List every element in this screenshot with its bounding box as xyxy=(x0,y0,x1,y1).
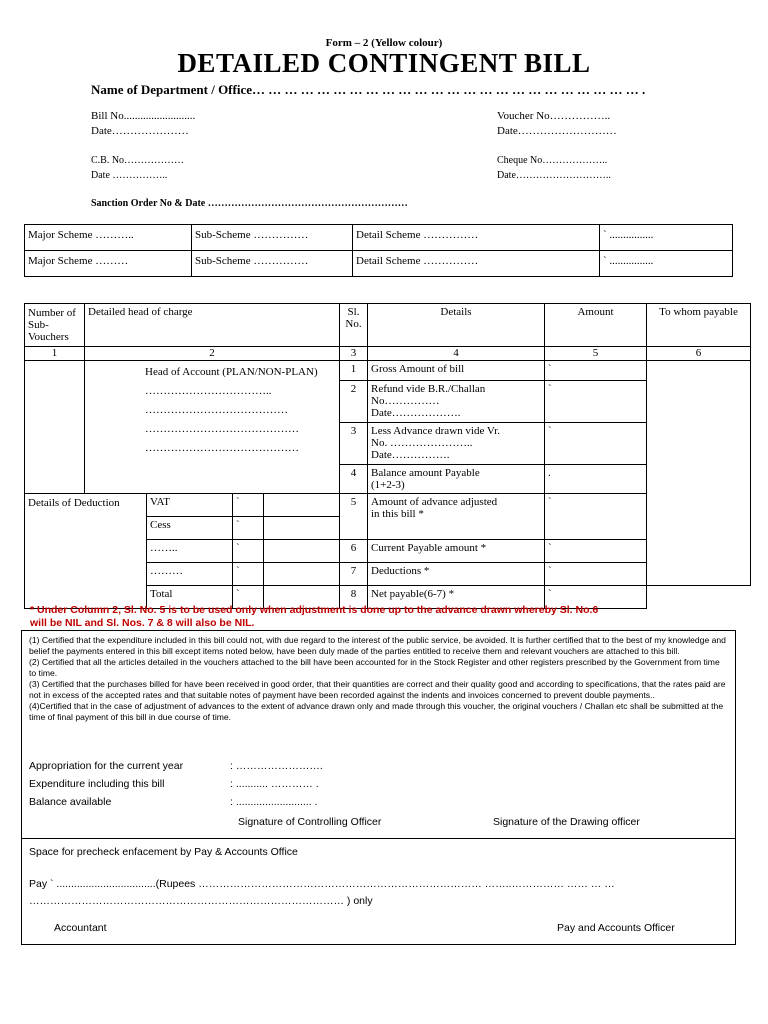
amount-cell[interactable]: ` xyxy=(545,494,647,540)
deduction-amount-cell[interactable] xyxy=(233,563,340,586)
major-scheme-cell[interactable]: Major Scheme ……… xyxy=(25,251,192,277)
department-field[interactable]: Name of Department / Office… … … … … … … … … … … … … … … … … … … … … … … … . xyxy=(91,82,646,97)
voucher-no-field[interactable]: Voucher No…………….. xyxy=(497,110,611,122)
amount-cell[interactable]: ` xyxy=(545,563,647,586)
bill-date-field[interactable]: Date………………… xyxy=(91,125,189,137)
amount-cell[interactable]: ` xyxy=(545,423,647,465)
deduction-amount-cell[interactable] xyxy=(233,540,340,563)
head-of-account-cell[interactable] xyxy=(85,361,340,494)
detail-line[interactable]: No. ………………….. xyxy=(371,437,473,449)
certificate-1: (1) Certified that the expenditure included in this bill could not, with due regard to the interest of the public service, be avoided. It is further certified that to the best of my knowledge and belief the payments entered in this bill except items noted below, have been duly made of the parties entitled to receive them and relevant vouchers are attached to this bill. xyxy=(29,635,726,656)
header-details: Details xyxy=(368,304,545,347)
sanction-order-field[interactable]: Sanction Order No & Date …………………………………………………… xyxy=(91,198,408,209)
col-number: 5 xyxy=(545,347,647,361)
header-sl-no: Sl. No. xyxy=(340,304,368,347)
deduction-subcells xyxy=(233,494,339,516)
deduction-amt[interactable]: ` xyxy=(233,540,264,562)
deduction-subcells xyxy=(233,563,339,585)
deduction-name-cell: Total xyxy=(147,586,233,609)
header-amount: Amount xyxy=(545,304,647,347)
certification-box xyxy=(21,630,736,839)
sub-scheme-cell[interactable]: Sub-Scheme …………… xyxy=(192,225,353,251)
detail-line: Deductions * xyxy=(371,565,430,577)
sl-no-cell: 1 xyxy=(340,361,368,381)
dotted-line[interactable]: ………………………………… xyxy=(145,404,288,416)
detail-line: Current Payable amount * xyxy=(371,542,487,554)
col-number: 1 xyxy=(25,347,85,361)
note-line: will be NIL and Sl. Nos. 7 & 8 will also be NIL. xyxy=(30,617,255,629)
detail-line: Amount of advance adjusted xyxy=(371,496,498,508)
detail-line: Net payable(6-7) * xyxy=(371,588,455,600)
header-to-whom-payable: To whom payable xyxy=(647,304,751,347)
detail-cell xyxy=(368,361,545,381)
header-num-sub-vouchers: Number of Sub-Vouchers xyxy=(25,304,85,347)
amount-cell[interactable]: . xyxy=(545,465,647,494)
dotted-line[interactable]: …………………………………… xyxy=(145,423,299,435)
pao-label: Pay and Accounts Officer xyxy=(557,922,675,934)
accountant-label: Accountant xyxy=(54,922,107,934)
deduction-name-cell: VAT xyxy=(147,494,233,517)
scheme-table xyxy=(24,224,733,277)
deduction-amt-extra[interactable] xyxy=(264,517,340,539)
sl-no-cell: 6 xyxy=(340,540,368,563)
detail-line: Refund vide B.R./Challan xyxy=(371,383,486,395)
detail-line: in this bill * xyxy=(371,508,424,520)
balance-value[interactable]: : .......................... . xyxy=(230,796,318,808)
detail-cell xyxy=(368,423,545,465)
certificate-2: (2) Certified that all the articles detailed in the vouchers attached to the bill have been accounted for in the Stock Register and other registers prescribed by the Government from time to time. xyxy=(29,657,720,678)
deduction-label-cell: Details of Deduction xyxy=(25,494,147,609)
dotted-line[interactable]: …………………………………… xyxy=(145,442,299,454)
to-whom-payable-cell[interactable] xyxy=(647,361,751,586)
scheme-amount-cell[interactable]: ` ................ xyxy=(600,251,733,277)
deduction-subcells xyxy=(233,517,339,539)
detail-line[interactable]: No…………… xyxy=(371,395,440,407)
header-head-of-charge: Detailed head of charge xyxy=(85,304,340,347)
deduction-amt[interactable]: ` xyxy=(233,563,264,585)
detail-cell xyxy=(368,465,545,494)
balance-label: Balance available xyxy=(29,796,112,808)
detail-cell xyxy=(368,381,545,423)
note-line: * Under Column 2, Sl. No. 5 is to be used only when adjustment is done up to the advance drawn whereby Sl. No.6 xyxy=(30,604,599,616)
detail-cell xyxy=(368,540,545,563)
deduction-name-cell[interactable]: …….. xyxy=(147,540,233,563)
detail-cell xyxy=(368,494,545,540)
sl-no-cell: 7 xyxy=(340,563,368,586)
page-title: DETAILED CONTINGENT BILL xyxy=(177,48,591,78)
deduction-amt[interactable]: ` xyxy=(233,494,264,516)
expenditure-value[interactable]: : ........... ………… . xyxy=(230,778,319,790)
deduction-amt-extra[interactable] xyxy=(264,563,340,585)
deduction-amt-extra[interactable] xyxy=(264,494,340,516)
dotted-line[interactable]: …………………………….. xyxy=(145,385,272,397)
sl-no-cell: 2 xyxy=(340,381,368,423)
amount-cell[interactable]: ` xyxy=(545,540,647,563)
sl-no-cell: 8 xyxy=(340,586,368,609)
scheme-row xyxy=(25,225,733,251)
appropriation-label: Appropriation for the current year xyxy=(29,760,184,772)
voucher-date-field[interactable]: Date……………………… xyxy=(497,125,617,137)
certificate-3: (3) Certified that the purchases billed for have been received in good order, that their quantities are correct and their quality good and according to specifications, that the rates paid are not in excess of the accepted rates and that suitable notes of payment have been recorded against the indents and invoices concerned to prevent double payments.. xyxy=(29,679,726,700)
bill-table xyxy=(24,303,751,609)
sub-scheme-cell[interactable]: Sub-Scheme …………… xyxy=(192,251,353,277)
detail-line: Less Advance drawn vide Vr. xyxy=(371,425,500,437)
detail-line: Balance amount Payable xyxy=(371,467,480,479)
deduction-name-cell: Cess xyxy=(147,517,233,540)
detail-line[interactable]: Date……………. xyxy=(371,449,450,461)
deduction-amt[interactable]: ` xyxy=(233,586,264,608)
col-number: 2 xyxy=(85,347,340,361)
pay-line[interactable]: Pay ` ..................................(Rupees ……………………………………………………………………… ……..…………… …… … … xyxy=(29,878,615,890)
sub-vouchers-cell[interactable] xyxy=(25,361,85,494)
amount-cell[interactable]: ` xyxy=(545,381,647,423)
col-number: 6 xyxy=(647,347,751,361)
scheme-row xyxy=(25,251,733,277)
certificate-text xyxy=(29,635,729,723)
form-label: Form – 2 (Yellow colour) xyxy=(325,37,443,49)
col-number: 4 xyxy=(368,347,545,361)
scheme-amount-cell[interactable]: ` ................ xyxy=(600,225,733,251)
major-scheme-cell[interactable]: Major Scheme ……….. xyxy=(25,225,192,251)
detail-cell xyxy=(368,563,545,586)
cb-date-field[interactable]: Date …………….. xyxy=(91,170,168,181)
precheck-label: Space for precheck enfacement by Pay & Accounts Office xyxy=(29,846,298,858)
detail-line[interactable]: Date………………. xyxy=(371,407,461,419)
detail-line: Gross Amount of bill xyxy=(371,363,465,375)
controlling-officer-signature[interactable]: Signature of Controlling Officer xyxy=(238,816,382,828)
only-line[interactable]: ……………………………………………………………………………… ) only xyxy=(29,895,373,907)
head-of-account-label: Head of Account (PLAN/NON-PLAN) xyxy=(145,366,318,378)
bill-no-field[interactable]: Bill No.......................... xyxy=(91,110,196,122)
precheck-box xyxy=(21,838,736,945)
detail-scheme-cell[interactable]: Detail Scheme …………… xyxy=(353,251,600,277)
certificate-4: (4)Certified that in the case of adjustment of advances to the extent of advance drawn only and made through this voucher, the original vouchers / Challan etc shall be submitted at the time of final payment of this bill in due course of time. xyxy=(29,701,724,722)
col-number: 3 xyxy=(340,347,368,361)
amount-cell[interactable]: ` xyxy=(545,586,647,609)
detail-line: (1+2-3) xyxy=(371,479,405,491)
deduction-name-cell[interactable]: ……… xyxy=(147,563,233,586)
detail-scheme-cell[interactable]: Detail Scheme …………… xyxy=(353,225,600,251)
drawing-officer-signature[interactable]: Signature of the Drawing officer xyxy=(493,816,640,828)
amount-cell[interactable]: ` xyxy=(545,361,647,381)
deduction-amt-extra[interactable] xyxy=(264,540,340,562)
cheque-no-field[interactable]: Cheque No……………….. xyxy=(497,155,608,166)
sl-no-cell: 3 xyxy=(340,423,368,465)
deduction-amt[interactable]: ` xyxy=(233,517,264,539)
deduction-amount-cell[interactable] xyxy=(233,494,340,517)
deduction-subcells xyxy=(233,540,339,562)
deduction-amount-cell[interactable] xyxy=(233,517,340,540)
cb-no-field[interactable]: C.B. No……………… xyxy=(91,155,185,166)
sl-no-cell: 4 xyxy=(340,465,368,494)
appropriation-value[interactable]: : ……………………. xyxy=(230,760,323,772)
sl-no-cell: 5 xyxy=(340,494,368,540)
expenditure-label: Expenditure including this bill xyxy=(29,778,165,790)
cheque-date-field[interactable]: Date……………………….. xyxy=(497,170,611,181)
